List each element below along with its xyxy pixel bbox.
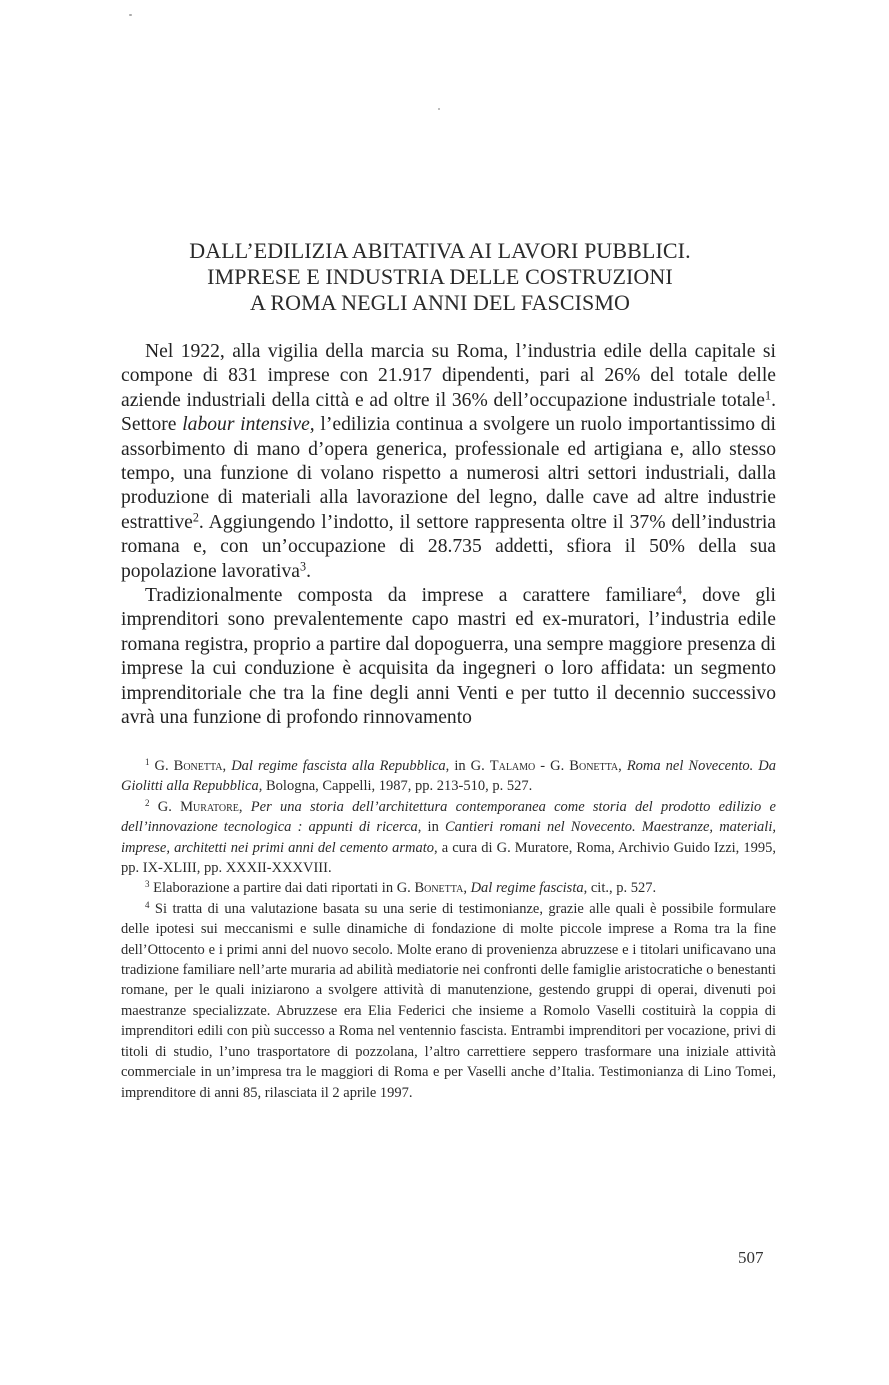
text-run: G. <box>149 758 174 774</box>
text-run: Nel 1922, alla vigilia della marcia su Roma, l’industria edile della capitale si compone di 831 imprese con 21.917 dipendenti, pari al 26% del totale delle aziende industriali della città e ad oltre il 36% dell’occupazione industriale totale <box>121 341 776 411</box>
text-run: , in <box>417 819 445 836</box>
footnote-ref-4: 4 <box>675 583 682 598</box>
text-run: Si tratta di una valutazione basata su una serie di testimonianze, grazie alle quali è possibile formulare delle ipotesi sui meccanismi e sulle dinamiche di fondazione di molte piccole imprese a Roma tra la fine dell’Ottocento e i primi anni del nuovo secolo. Molte erano di provenienza abruzzese e i titolari unificavano una tradizione familiare nell’arte muraria ad abilità mediatorie nei confronti delle famiglie aristocratiche o benestanti romane, per le quali iniziarono a svolgere attività di manutenzione, gestendo gruppi di operai, divenuti poi maestranze specializzate. Abruzzese era Elia Federici che insieme a Romolo Vaselli costituirà la coppia di imprenditori edili con più successo a Roma nel ventennio fascista. Entrambi imprenditori per vocazione, privi di titoli di studio, l’uno trasportatore di pozzolana, l’altro carrettiere seppero trasformare una iniziale attività commerciale in un’impresa tra le maggiori di Roma e per Vaselli anche d’Italia. Testimonianza di Lino Tomei, imprenditore di anni 85, rilasciata il 2 aprile 1997. <box>121 900 776 1101</box>
italic-term: labour intensive, <box>182 414 315 436</box>
footnotes <box>121 756 776 1103</box>
text-run: , <box>222 758 232 774</box>
text-run: , a cura di G. Muratore, Roma, Archivio Guido Izzi, 1995, pp. IX-XLIII, pp. XXXII-XXXVIII. <box>121 839 776 877</box>
author-name: Muratore <box>180 798 239 815</box>
text-run: l’edilizia continua a svolgere un ruolo importantissimo di assorbimento di mano d’opera generica, professionale ed artigiana e, allo stesso tempo, una funzione di volano rispetto a numerosi altri settori industriali, dalla produzione di materiali alla lavorazione del legno, dalle cave ad altre industrie estrattive <box>121 414 776 533</box>
title-line-3: A ROMA NEGLI ANNI DEL FASCISMO <box>249 290 631 315</box>
author-name: Bonetta <box>414 880 464 897</box>
footnote-3 <box>121 878 776 898</box>
work-title: Dal regime fascista alla Repubblica <box>231 758 446 774</box>
footnote-number: 4 <box>145 899 150 910</box>
text-run: , <box>463 880 471 897</box>
footnote-4 <box>121 899 776 1103</box>
text-run: , dove gli imprenditori sono prevalentemente capo mastri ed ex-muratori, l’industria edile romana registra, proprio a partire dal dopoguerra, una sempre maggiore presenza di imprese la cui conduzione è acquisita da ingegneri o loro affidata: un segmento imprenditoriale che tra la fine degli anni Venti e per tutto il decennio successivo avrà una funzione di profondo rinnovamento <box>121 585 776 729</box>
work-title: Per una storia dell’architettura contemporanea come storia del prodotto edilizio e dell’innovazione tecnologica : appunti di ricerca <box>121 798 776 836</box>
work-title: Roma nel Novecento. Da Giolitti alla Repubblica <box>121 758 776 795</box>
footnote-1 <box>121 756 776 797</box>
work-title: Dal regime fascista <box>470 880 584 897</box>
text-run: G. <box>149 798 181 815</box>
work-title: Cantieri romani nel Novecento. Maestranze, materiali, imprese, architetti nei primi anni del cemento armato <box>121 819 776 856</box>
footnote-2 <box>121 797 776 879</box>
author-name: Talamo <box>489 758 536 774</box>
text-run: Elaborazione a partire dai dati riportati in G. <box>149 880 415 897</box>
text-run: - G. <box>535 758 570 774</box>
footnote-ref-3: 3 <box>300 558 307 573</box>
text-run: , Bologna, Cappelli, 1987, pp. 213-510, p. 527. <box>258 778 533 795</box>
text-run: . <box>306 560 311 582</box>
author-name: Bonetta <box>173 758 223 774</box>
body-paragraph-2 <box>121 584 776 730</box>
text-run: , <box>618 758 627 774</box>
footnote-number: 1 <box>145 757 150 768</box>
body-text <box>121 340 776 731</box>
text-run: . Settore <box>121 389 776 436</box>
footnote-ref-1: 1 <box>765 388 772 403</box>
body-paragraph-1 <box>121 340 776 584</box>
title-line-1: DALL’EDILIZIA ABITATIVA AI LAVORI PUBBLICI. <box>189 238 691 263</box>
text-run: . Aggiungendo l’indotto, il settore rappresenta oltre il 37% dell’industria romana e, con un’occupazione di 28.735 addetti, sfiora il 50% della sua popolazione lavorativa <box>121 511 776 582</box>
text-run: , in G. <box>445 758 490 774</box>
footnote-ref-2: 2 <box>192 510 199 525</box>
scan-speck <box>129 14 132 16</box>
footnote-number: 2 <box>145 797 150 808</box>
text-run: , cit., p. 527. <box>583 880 657 897</box>
chapter-title <box>120 238 760 316</box>
author-name: Bonetta <box>569 758 619 774</box>
scan-speck <box>438 108 440 110</box>
footnote-number: 3 <box>145 879 150 890</box>
text-run: Tradizionalmente composta da imprese a carattere familiare <box>145 585 676 607</box>
page-number: 507 <box>738 1248 764 1267</box>
text-run: , <box>238 798 251 815</box>
title-line-2: IMPRESE E INDUSTRIA DELLE COSTRUZIONI <box>207 264 673 289</box>
